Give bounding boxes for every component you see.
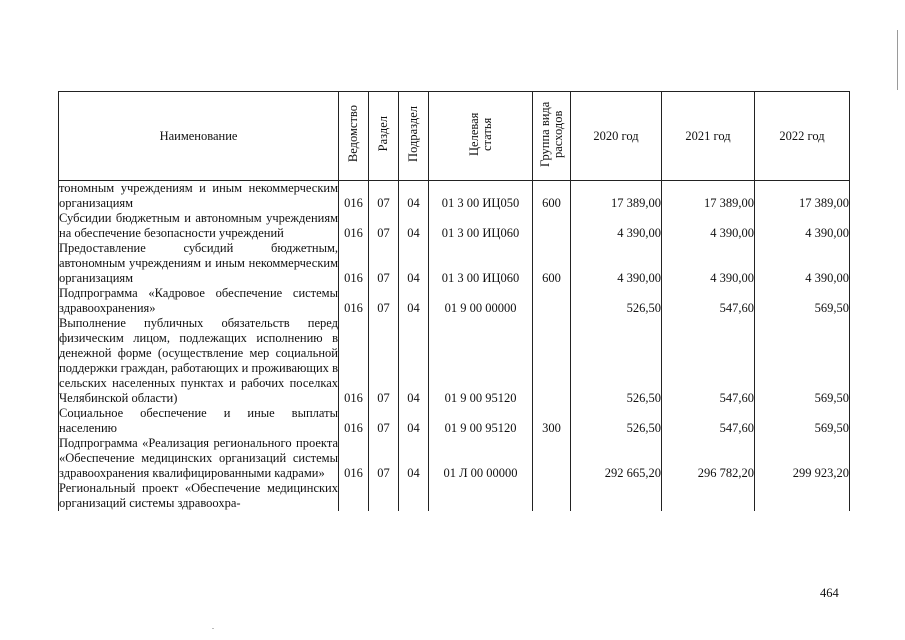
table-row: [59, 181, 850, 212]
row-statya: 01 3 00 ИЦ050: [429, 181, 533, 212]
row-vedomstvo: 016: [339, 406, 369, 436]
row-statya: 01 9 00 95120: [429, 316, 533, 406]
row-podrazdel: [399, 481, 429, 511]
row-podrazdel: 04: [399, 241, 429, 286]
header-gruppa: Группа вида расходов: [533, 92, 571, 181]
row-vedomstvo: 016: [339, 181, 369, 212]
row-amount-2022: 569,50: [755, 286, 850, 316]
row-amount-2022: 299 923,20: [755, 436, 850, 481]
row-amount-2022: 569,50: [755, 316, 850, 406]
row-gruppa: [533, 481, 571, 511]
table-row: [59, 436, 850, 481]
row-gruppa: [533, 211, 571, 241]
row-amount-2020: 4 390,00: [571, 241, 662, 286]
row-statya: 01 3 00 ИЦ060: [429, 211, 533, 241]
row-gruppa: 300: [533, 406, 571, 436]
row-name: Субсидии бюджетным и автономным учреждениям на обеспечение безопасности учреждений: [59, 211, 338, 240]
row-amount-2020: 526,50: [571, 316, 662, 406]
header-2022: 2022 год: [755, 92, 850, 181]
row-vedomstvo: [339, 481, 369, 511]
row-amount-2021: 547,60: [662, 316, 755, 406]
row-vedomstvo: 016: [339, 211, 369, 241]
row-podrazdel: 04: [399, 406, 429, 436]
row-name: Социальное обеспечение и иные выплаты населению: [59, 406, 338, 435]
row-amount-2022: 4 390,00: [755, 241, 850, 286]
row-razdel: 07: [369, 436, 399, 481]
row-razdel: 07: [369, 406, 399, 436]
row-amount-2020: 526,50: [571, 286, 662, 316]
row-amount-2020: 292 665,20: [571, 436, 662, 481]
row-amount-2020: 17 389,00: [571, 181, 662, 212]
table-row: [59, 481, 850, 511]
row-amount-2022: 17 389,00: [755, 181, 850, 212]
row-gruppa: 600: [533, 241, 571, 286]
row-podrazdel: 04: [399, 316, 429, 406]
row-name: Подпрограмма «Реализация регионального проекта «Обеспечение медицинских организаций системы здравоохранения квалифицированными кадрами»: [59, 436, 338, 480]
row-amount-2022: 4 390,00: [755, 211, 850, 241]
row-podrazdel: 04: [399, 181, 429, 212]
row-amount-2022: [755, 481, 850, 511]
budget-table: [58, 91, 850, 511]
row-amount-2021: 547,60: [662, 286, 755, 316]
header-podrazdel: Подраздел: [399, 92, 429, 181]
row-name: Выполнение публичных обязательств перед физическим лицом, подлежащих исполнению в денежной форме (осуществление мер социальной поддержки граждан, работающих и проживающих в сельских населенных пунктах и рабочих поселках Челябинской области): [59, 316, 338, 405]
table-row: [59, 406, 850, 436]
row-amount-2021: 4 390,00: [662, 241, 755, 286]
row-amount-2021: 547,60: [662, 406, 755, 436]
row-vedomstvo: 016: [339, 286, 369, 316]
scan-speck: [212, 628, 214, 629]
row-statya: 01 Л 00 00000: [429, 436, 533, 481]
row-vedomstvo: 016: [339, 436, 369, 481]
row-amount-2020: 526,50: [571, 406, 662, 436]
row-gruppa: [533, 436, 571, 481]
row-amount-2022: 569,50: [755, 406, 850, 436]
row-amount-2020: [571, 481, 662, 511]
row-amount-2021: 296 782,20: [662, 436, 755, 481]
row-razdel: 07: [369, 211, 399, 241]
row-amount-2020: 4 390,00: [571, 211, 662, 241]
page-number: 464: [820, 586, 839, 600]
row-podrazdel: 04: [399, 286, 429, 316]
row-name: Подпрограмма «Кадровое обеспечение системы здравоохранения»: [59, 286, 338, 315]
row-gruppa: 600: [533, 181, 571, 212]
page-edge-line: [897, 30, 898, 90]
header-2021: 2021 год: [662, 92, 755, 181]
row-razdel: 07: [369, 286, 399, 316]
header-2020: 2020 год: [571, 92, 662, 181]
row-statya: [429, 481, 533, 511]
row-statya: 01 3 00 ИЦ060: [429, 241, 533, 286]
row-statya: 01 9 00 00000: [429, 286, 533, 316]
row-razdel: 07: [369, 316, 399, 406]
row-gruppa: [533, 286, 571, 316]
row-amount-2021: 4 390,00: [662, 211, 755, 241]
row-statya: 01 9 00 95120: [429, 406, 533, 436]
row-razdel: 07: [369, 241, 399, 286]
row-podrazdel: 04: [399, 211, 429, 241]
table-row: [59, 316, 850, 406]
row-razdel: 07: [369, 181, 399, 212]
table-row: [59, 211, 850, 241]
header-name: Наименование: [59, 92, 339, 181]
row-amount-2021: [662, 481, 755, 511]
header-vedomstvo: Ведомство: [339, 92, 369, 181]
table-row: [59, 286, 850, 316]
table-header-row: [59, 92, 850, 181]
row-name: тономным учреждениям и иным некоммерческим организациям: [59, 181, 338, 210]
row-vedomstvo: 016: [339, 316, 369, 406]
row-podrazdel: 04: [399, 436, 429, 481]
row-amount-2021: 17 389,00: [662, 181, 755, 212]
header-razdel: Раздел: [369, 92, 399, 181]
row-name: Региональный проект «Обеспечение медицинских организаций системы здравоохра-: [59, 481, 338, 510]
row-razdel: [369, 481, 399, 511]
row-vedomstvo: 016: [339, 241, 369, 286]
row-gruppa: [533, 316, 571, 406]
table-row: [59, 241, 850, 286]
row-name: Предоставление субсидий бюджетным, автономным учреждениям и иным некоммерческим организациям: [59, 241, 338, 285]
header-statya: Целевая статья: [429, 92, 533, 181]
